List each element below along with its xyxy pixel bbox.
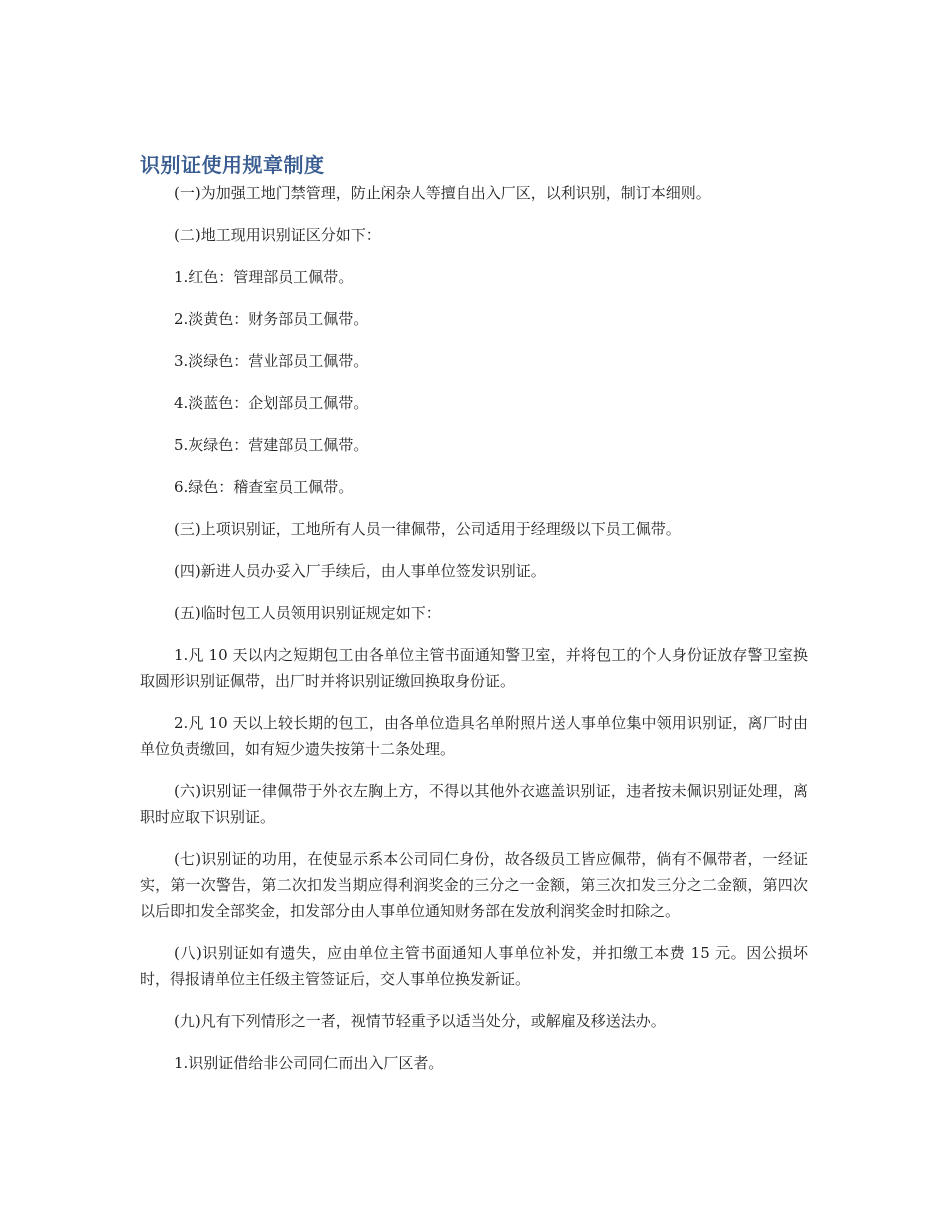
paragraph-13: 2.凡 10 天以上较长期的包工，由各单位造具名单附照片送人事单位集中领用识别证，离厂时由单位负责缴回，如有短少遗失按第十二条处理。 bbox=[140, 714, 808, 758]
paragraph-1: (一)为加强工地门禁管理，防止闲杂人等擅自出入厂区，以利识别，制订本细则。 bbox=[174, 184, 711, 202]
paragraph-9: (三)上项识别证，工地所有人员一律佩带，公司适用于经理级以下员工佩带。 bbox=[174, 520, 681, 538]
paragraph-8: 6.绿色：稽查室员工佩带。 bbox=[174, 478, 354, 496]
paragraph-16: (八)识别证如有遗失，应由单位主管书面通知人事单位补发，并扣缴工本费 15 元。因公损坏时，得报请单位主任级主管签证后，交人事单位换发新证。 bbox=[140, 944, 808, 988]
paragraph-5: 3.淡绿色：营业部员工佩带。 bbox=[174, 352, 369, 370]
paragraph-7: 5.灰绿色：营建部员工佩带。 bbox=[174, 436, 369, 454]
paragraph-11: (五)临时包工人员领用识别证规定如下： bbox=[174, 604, 441, 622]
paragraph-12: 1.凡 10 天以内之短期包工由各单位主管书面通知警卫室，并将包工的个人身份证放存警卫室换取圆形识别证佩带，出厂时并将识别证缴回换取身份证。 bbox=[140, 646, 808, 690]
paragraph-17: (九)凡有下列情形之一者，视情节轻重予以适当处分，或解雇及移送法办。 bbox=[174, 1012, 666, 1030]
paragraph-4: 2.淡黄色：财务部员工佩带。 bbox=[174, 310, 369, 328]
paragraph-2: (二)地工现用识别证区分如下： bbox=[174, 226, 381, 244]
paragraph-10: (四)新进人员办妥入厂手续后，由人事单位签发识别证。 bbox=[174, 562, 546, 580]
paragraph-18: 1.识别证借给非公司同仁而出入厂区者。 bbox=[174, 1054, 444, 1072]
paragraph-14: (六)识别证一律佩带于外衣左胸上方，不得以其他外衣遮盖识别证，违者按未佩识别证处理，离职时应取下识别证。 bbox=[140, 782, 808, 826]
paragraph-6: 4.淡蓝色：企划部员工佩带。 bbox=[174, 394, 369, 412]
document-body bbox=[140, 180, 808, 1092]
paragraph-3: 1.红色：管理部员工佩带。 bbox=[174, 268, 354, 286]
paragraph-15: (七)识别证的功用，在使显示系本公司同仁身份，故各级员工皆应佩带，倘有不佩带者，一经证实，第一次警告，第二次扣发当期应得利润奖金的三分之一金额，第三次扣发三分之二金额，第四次以后即扣发全部奖金，扣发部分由人事单位通知财务部在发放利润奖金时扣除之。 bbox=[140, 850, 808, 920]
document-title: 识别证使用规章制度 bbox=[140, 153, 325, 177]
